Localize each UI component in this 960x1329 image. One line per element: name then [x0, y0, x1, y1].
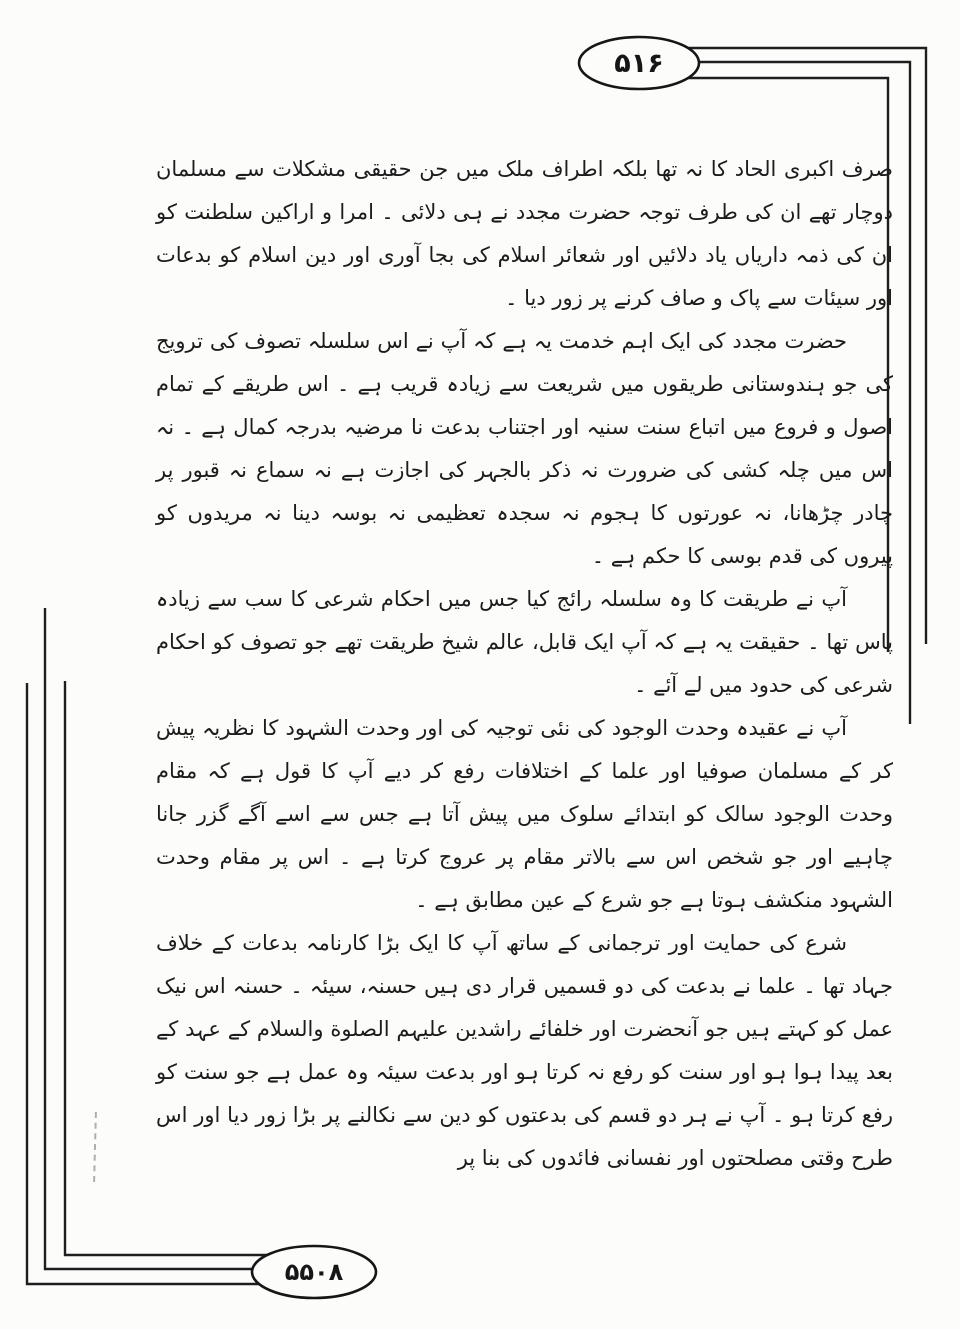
paragraph-2: حضرت مجدد کی ایک اہم خدمت یہ ہے کہ آپ نے اس سلسلہ تصوف کی ترویج کی جو ہندوستانی طریقوں میں شریعت سے زیادہ قریب ہے ۔ اس طریقے کے تمام اصول و فروع میں اتباع سنت سنیہ اور اجتناب بدعت نا مرضیہ بدرجہ کمال ہے ۔ نہ اس میں چلہ کشی کی ضرورت نہ ذکر بالجہر کی اجازت ہے نہ سماع نہ قبور پر چادر چڑھانا، نہ عورتوں کا ہجوم نہ سجدہ تعظیمی نہ بوسہ دینا نہ مریدوں کو پیروں کی قدم بوسی کا حکم ہے ۔ [156, 329, 893, 568]
bottom-catalog-number: ۵۵۰۸ [284, 1258, 344, 1286]
top-page-number: ۵۱۶ [614, 47, 664, 79]
body-text-block [156, 148, 893, 1180]
paragraph-1: صرف اکبری الحاد کا نہ تھا بلکہ اطراف ملک میں جن حقیقی مشکلات سے مسلمان دوچار تھے ان کی طرف توجہ حضرت مجدد نے ہی دلائی ۔ امرا و اراکین سلطنت کو ان کی ذمہ داریاں یاد دلائیں اور شعائر اسلام کی بجا آوری اور دین اسلام کو بدعات اور سیئات سے پاک و صاف کرنے پر زور دیا ۔ [156, 157, 893, 310]
paragraph-5: شرع کی حمایت اور ترجمانی کے ساتھ آپ کا ایک بڑا کارنامہ بدعات کے خلاف جہاد تھا ۔ علما نے بدعت کی دو قسمیں قرار دی ہیں حسنہ، سیئہ ۔ حسنہ اس نیک عمل کو کہتے ہیں جو آنحضرت اور خلفائے راشدین علیہم الصلوة والسلام کے عہد کے بعد پیدا ہوا ہو اور سنت کو رفع نہ کرتا ہو اور بدعت سیئہ وہ عمل ہے جو سنت کو رفع کرتا ہو ۔ آپ نے ہر دو قسم کی بدعتوں کو دین سے نکالنے پر بڑا زور دیا اور اس طرح وقتی مصلحتوں اور نفسانی فائدوں کی بنا پر [156, 931, 893, 1170]
paragraph-4: آپ نے عقیدہ وحدت الوجود کی نئی توجیہ کی اور وحدت الشہود کا نظریہ پیش کر کے مسلمان صوفیا اور علما کے اختلافات رفع کر دیے آپ کا قول ہے کہ مقام وحدت الوجود سالک کو ابتدائے سلوک میں پیش آتا ہے جس سے اسے آگے گزر جانا چاہیے اور جو شخص اس سے بالاتر مقام پر عروج کرتا ہے ۔ اس پر مقام وحدت الشہود منکشف ہوتا ہے جو شرع کے عین مطابق ہے ۔ [156, 716, 893, 912]
paragraph-3: آپ نے طریقت کا وہ سلسلہ رائج کیا جس میں احکام شرعی کا سب سے زیادہ پاس تھا ۔ حقیقت یہ ہے کہ آپ ایک قابل، عالم شیخ طریقت تھے جو تصوف کو احکام شرعی کی حدود میں لے آئے ۔ [156, 587, 893, 697]
